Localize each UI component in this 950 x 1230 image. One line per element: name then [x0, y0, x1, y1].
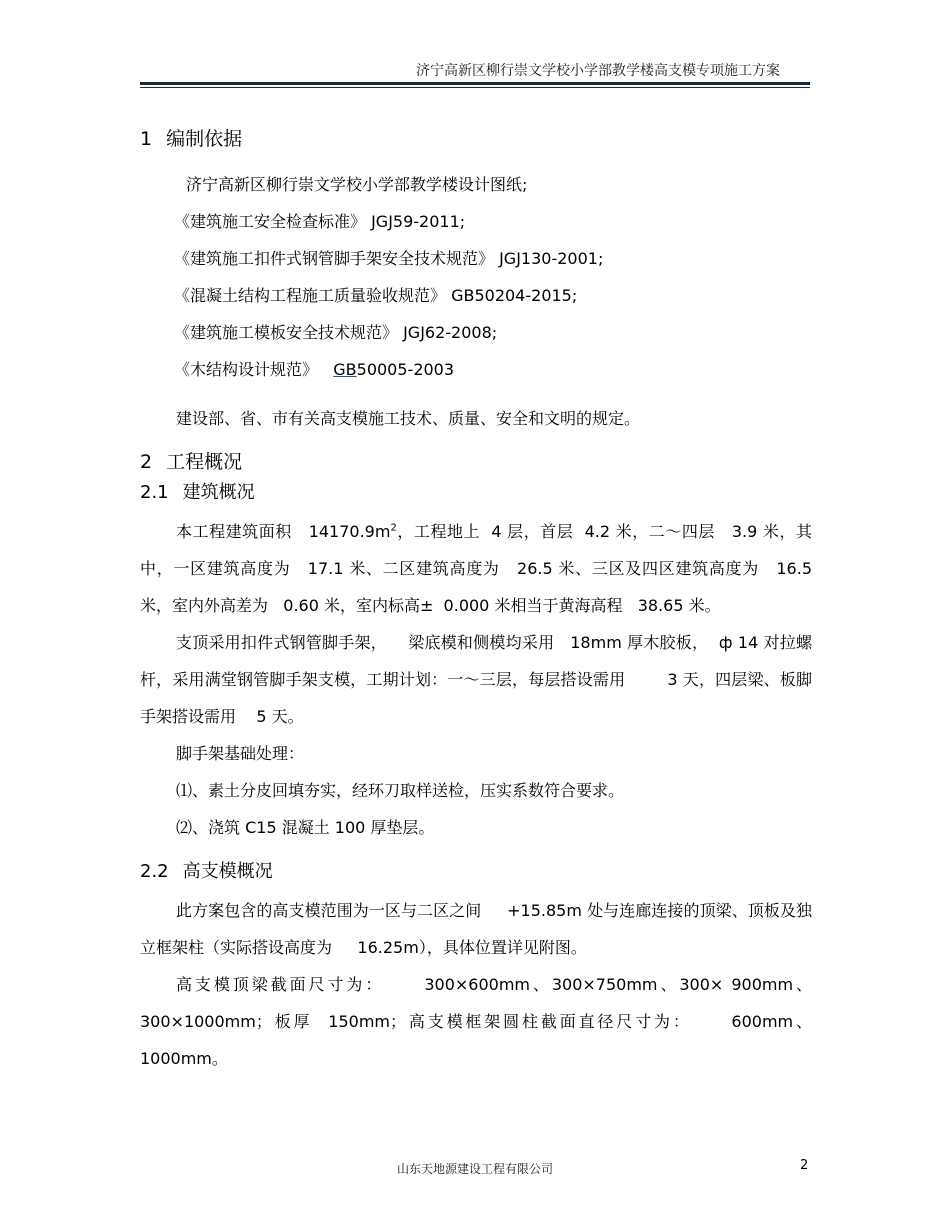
section-title: 工程概况	[166, 451, 243, 473]
section-number: 2.2	[140, 861, 169, 882]
section-number: 1	[140, 128, 153, 150]
footer-company: 山东天地源建设工程有限公司	[396, 1162, 553, 1176]
reference-prefix: 《木结构设计规范》	[174, 360, 334, 379]
section-number: 2.1	[140, 482, 169, 503]
section-2-heading	[140, 449, 812, 475]
text-run: 本工程建筑面积 14170.9m	[176, 522, 391, 541]
section-title: 高支模概况	[182, 861, 273, 882]
header-title: 济宁高新区柳行崇文学校小学部教学楼高支模专项施工方案	[416, 63, 780, 79]
reference-item: 济宁高新区柳行崇文学校小学部教学楼设计图纸;	[186, 175, 528, 194]
reference-underlined-code: GB	[333, 360, 357, 379]
header-rule-thick	[140, 82, 810, 85]
document-body	[140, 120, 818, 1077]
paragraph-support-system: 支顶采用扣件式钢管脚手架， 梁底模和侧模均采用 18mm 厚木胶板， ф 14 对拉螺杆，采用满堂钢管脚手架支模，工期计划：一～三层，每层搭设需用 3 天，四层梁、板脚手架搭设需用 5 天。	[140, 633, 812, 726]
paragraph-dimensions: 高支模顶梁截面尺寸为： 300×600mm、300×750mm、300× 900mm、300×1000mm；板厚 150mm；高支模框架圆柱截面直径尺寸为： 600mm、1000mm。	[140, 975, 812, 1068]
section-number: 2	[140, 451, 153, 473]
paragraph-foundation-item-2: ⑵、浇筑 C15 混凝土 100 厚垫层。	[176, 818, 435, 837]
page-number: 2	[800, 1158, 809, 1173]
section-2-2-heading	[140, 860, 812, 884]
paragraph-scope: 此方案包含的高支模范围为一区与二区之间 +15.85m 处与连廊连接的顶梁、顶板及独立框架柱（实际搭设高度为 16.25m），具体位置详见附图。	[140, 901, 812, 957]
reference-closing: 建设部、省、市有关高支模施工技术、质量、安全和文明的规定。	[176, 409, 641, 428]
section-2-1-heading	[140, 481, 812, 505]
section-1-heading	[140, 126, 812, 152]
paragraph-building-overview	[140, 513, 818, 624]
header-rule-thin	[140, 87, 810, 88]
reference-item: 《建筑施工扣件式钢管脚手架安全技术规范》 JGJ130-2001;	[174, 249, 604, 268]
superscript: 2	[390, 522, 397, 534]
text-run: ，工程地上 4 层，首层 4.2 米，二～四层 3.9 米，其中，一区建筑高度为 17.1 米、二区建筑高度为 26.5 米、三区及四区建筑高度为 16.5 米，室内外高差为 0.60 米，室内标高± 0.000 米相当于黄海高程 38.65 米。	[140, 522, 818, 615]
paragraph-foundation-item-1: ⑴、素土分皮回填夯实，经环刀取样送检，压实系数符合要求。	[176, 781, 625, 800]
section-title: 建筑概况	[182, 482, 255, 503]
reference-item: 《建筑施工模板安全技术规范》 JGJ62-2008;	[174, 323, 498, 342]
reference-item: 《建筑施工安全检查标准》 JGJ59-2011;	[174, 212, 466, 231]
section-title: 编制依据	[166, 128, 243, 150]
reference-item: 《混凝土结构工程施工质量验收规范》 GB50204-2015;	[174, 286, 578, 305]
paragraph-foundation-title: 脚手架基础处理：	[176, 744, 305, 763]
reference-suffix: 50005-2003	[356, 360, 455, 379]
reference-item	[140, 351, 812, 388]
